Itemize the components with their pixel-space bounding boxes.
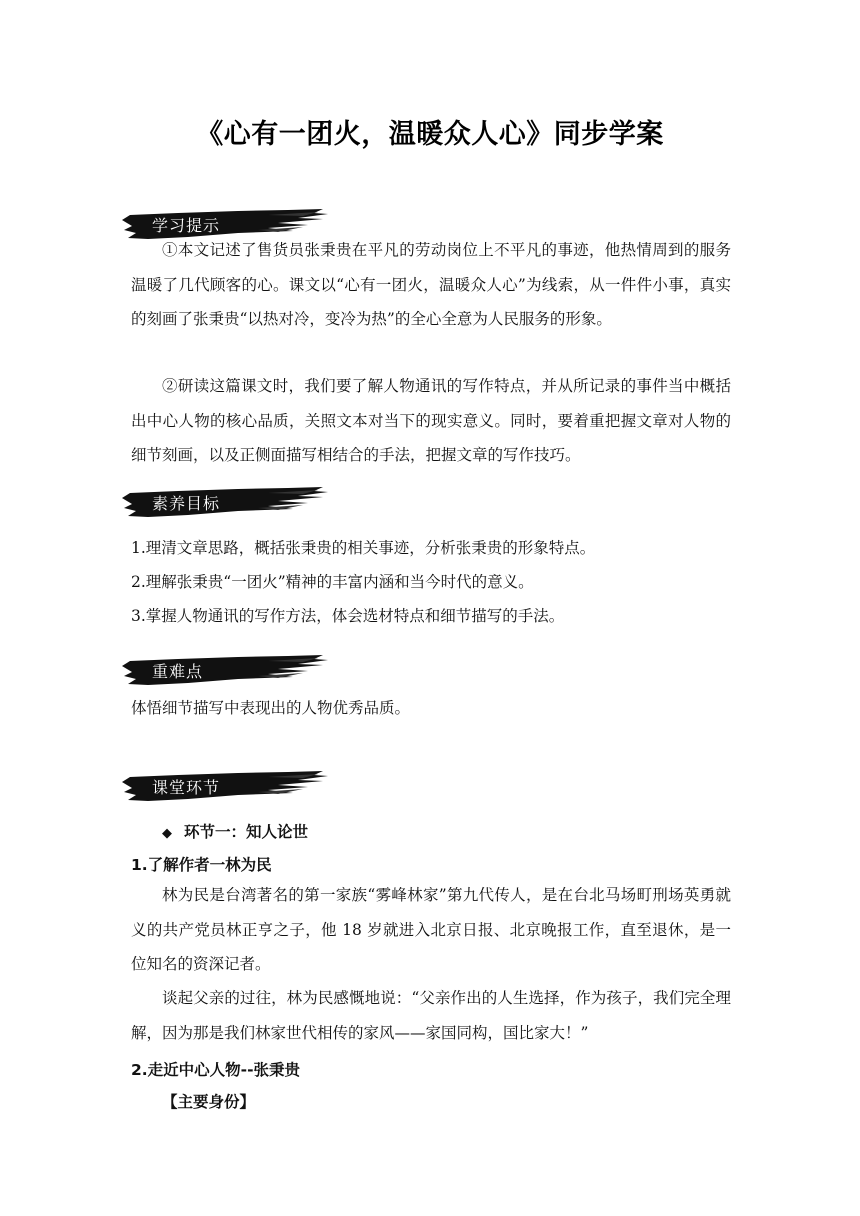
brush-stroke-icon: [118, 484, 330, 520]
goal-item: 1.理清文章思路，概括张秉贵的相关事迹，分析张秉贵的形象特点。: [131, 539, 596, 557]
tips-paragraph-1: ①本文记述了售货员张秉贵在平凡的劳动岗位上不平凡的事迹，他热情周到的服务温暖了几代顾客的心。课文以“心有一团火，温暖众人心”为线索，从一件件小事，真实的刻画了张秉贵“以热对冷，变冷为热”的全心全意为人民服务的形象。: [131, 241, 731, 328]
section-banner-key: [118, 652, 330, 688]
section-label-class: 课堂环节: [152, 778, 221, 797]
key-point-text: 体悟细节描写中表现出的人物优秀品质。: [131, 699, 411, 717]
brush-stroke-icon: [118, 768, 330, 804]
subheading-author: 1.了解作者一林为民: [131, 856, 272, 874]
section-banner-class: [118, 768, 330, 804]
section-label-key: 重难点: [152, 662, 204, 681]
subheading-character: 2.走近中心人物--张秉贵: [131, 1061, 301, 1079]
step-heading: [162, 820, 308, 842]
step-heading-text: 环节一：知人论世: [184, 823, 309, 841]
page-title: 《心有一团火，温暖众人心》同步学案: [196, 119, 664, 150]
author-paragraph-1: 林为民是台湾著名的第一家族“雾峰林家”第九代传人，是在台北马场町刑场英勇就义的共产党员林正亨之子，他 18 岁就进入北京日报、北京晚报工作，直至退休，是一位知名的资深记者。: [131, 886, 731, 973]
section-label-tips: 学习提示: [152, 216, 221, 235]
tips-paragraph-2: ②研读这篇课文时，我们要了解人物通讯的写作特点，并从所记录的事件当中概括出中心人物的核心品质，关照文本对当下的现实意义。同时，要着重把握文章对人物的细节刻画，以及正侧面描写相结合的手法，把握文章的写作技巧。: [131, 377, 731, 464]
section-label-goals: 素养目标: [152, 494, 221, 513]
goal-item: 2.理解张秉贵“一团火”精神的丰富内涵和当今时代的意义。: [131, 573, 534, 591]
author-paragraph-2: 谈起父亲的过往，林为民感慨地说：“父亲作出的人生选择，作为孩子，我们完全理解，因为那是我们林家世代相传的家风——家国同构，国比家大！”: [131, 989, 731, 1042]
subheading-identity: 【主要身份】: [162, 1093, 256, 1111]
brush-stroke-icon: [118, 652, 330, 688]
diamond-bullet-icon: ◆: [162, 826, 172, 841]
section-banner-goals: [118, 484, 330, 520]
goal-item: 3.掌握人物通讯的写作方法，体会选材特点和细节描写的手法。: [131, 607, 565, 625]
